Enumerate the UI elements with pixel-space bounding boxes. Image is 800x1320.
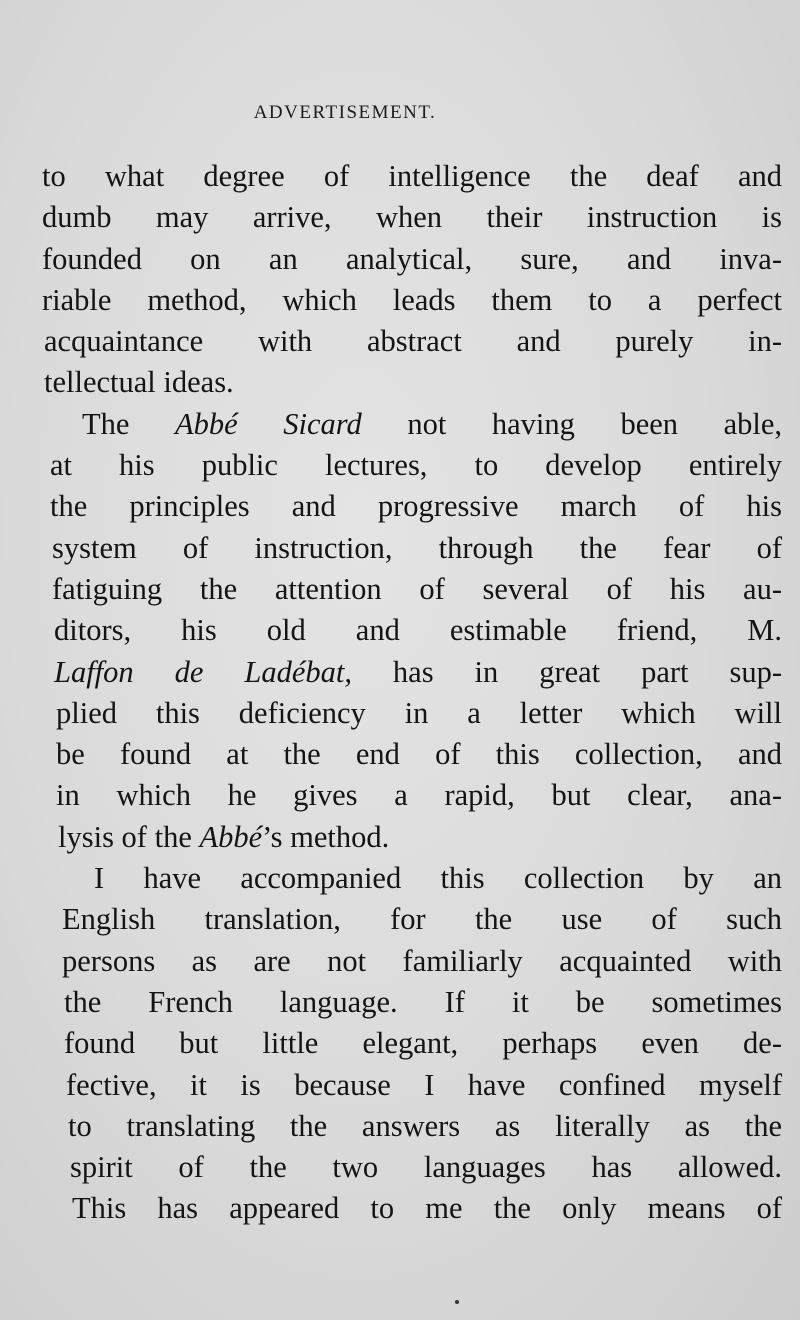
text-line: the French language. If it be sometimes [64,984,782,1019]
text-line: be found at the end of this collection, and [56,737,782,772]
text-line: at his public lectures, to develop entirely [50,448,782,483]
text-line: to what degree of intelligence the deaf and [42,159,782,193]
text-line: the principles and progressive march of his [50,489,782,524]
text-line: English translation, for the use of such [62,902,782,937]
text-line: riable method, which leads them to a perfect [42,282,782,317]
text-line: dumb may arrive, when their instruction is [42,200,782,235]
text-line: to translating the answers as literally as the [68,1108,782,1143]
text-line: The Abbé Sicard not having been able, [82,406,783,441]
text-line: fective, it is because I have confined myself [66,1067,782,1102]
text-line: system of instruction, through the fear of [52,530,782,565]
text-line: persons as are not familiarly acquainted with [62,943,782,978]
text-line: lysis of the Abbé’s method. [58,819,390,854]
text-line: I have accompanied this collection by an [94,861,782,896]
text-line: found but little elegant, perhaps even de- [64,1026,782,1061]
text-line: Laffon de Ladébat, has in great part sup- [54,654,782,689]
italic-name: Abbé [199,819,263,854]
text-line: in which he gives a rapid, but clear, ana- [56,778,782,813]
text-line: tellectual ideas. [44,365,234,400]
ink-speck [455,1300,459,1304]
text-line: ditors, his old and estimable friend, M. [54,613,782,648]
text-line: founded on an analytical, sure, and inva- [42,241,782,276]
page-header: ADVERTISEMENT. [253,102,437,123]
text-line: fatiguing the attention of several of his au- [52,571,782,606]
text-line: spirit of the two languages has allowed. [70,1150,782,1185]
italic-name: Laffon de Ladébat, [54,654,352,689]
italic-name: Abbé Sicard [175,406,362,441]
body-text [42,156,783,1230]
text-line: This has appeared to me the only means of [72,1191,782,1226]
text-line: acquaintance with abstract and purely in- [44,324,782,359]
text-line: plied this deficiency in a letter which will [56,695,782,730]
